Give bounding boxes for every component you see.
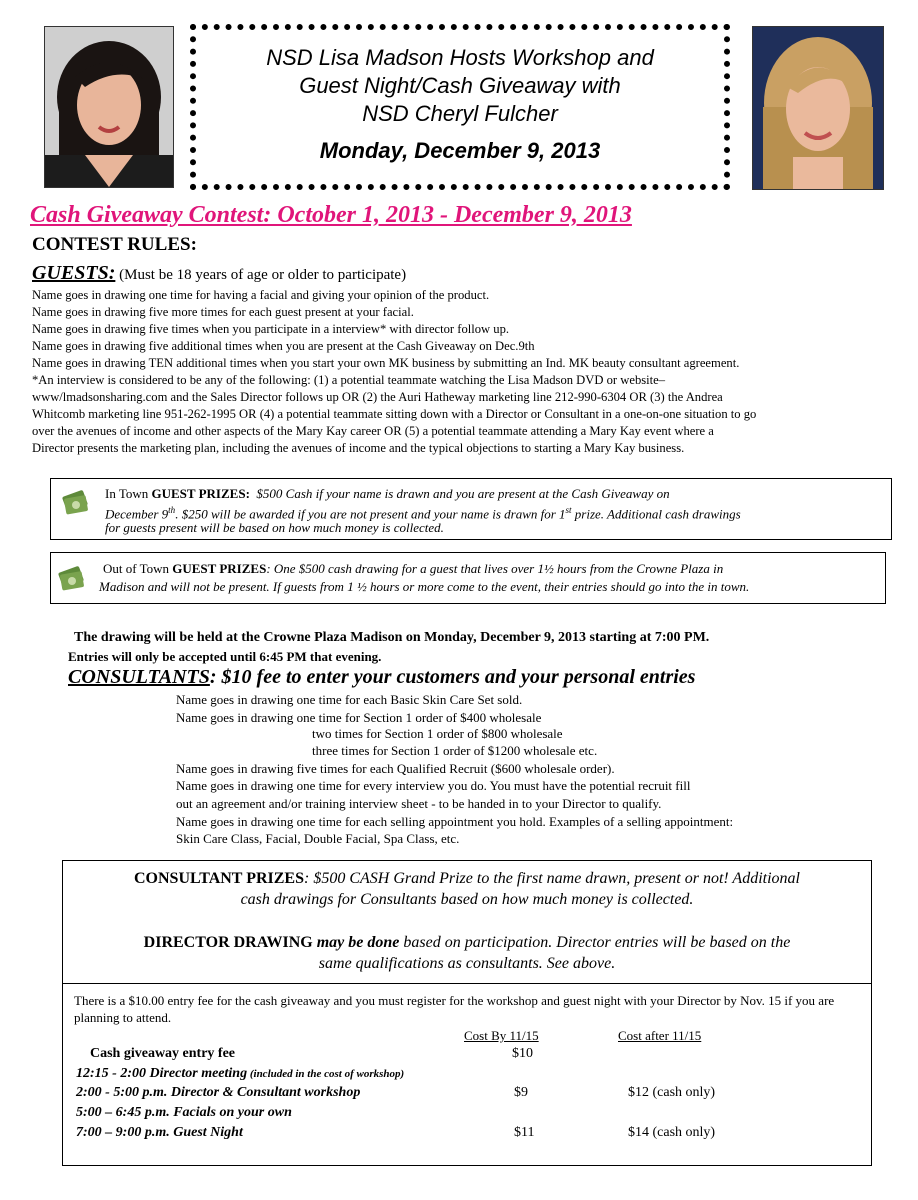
interview-definition: Director presents the marketing plan, including the avenues of income and the typical objections to starting a Mary Kay business. [32, 441, 685, 455]
fee-intro: There is a $10.00 entry fee for the cash giveaway and you must register for the workshop and guest night with your Director by Nov. 15 if you are planning to attend. [74, 993, 835, 1025]
director-drawing-label: DIRECTOR DRAWING [143, 934, 313, 951]
guest-rule: Name goes in drawing five more times for each guest present at your facial. [32, 305, 414, 319]
schedule-item-director-meeting [76, 1066, 404, 1082]
consultant-prizes-label: CONSULTANT PRIZES [134, 870, 304, 887]
cost-by-header: Cost By 11/15 [464, 1028, 539, 1043]
consultant-rule: Name goes in drawing one time for every interview you do. You must have the potential recruit fill [176, 778, 691, 793]
in-town-line1: $500 Cash if your name is drawn and you are present at the Cash Giveaway on [256, 486, 670, 501]
contest-title: Cash Giveaway Contest: October 1, 2013 - December 9, 2013 [30, 202, 632, 228]
cost-after-header: Cost after 11/15 [618, 1028, 702, 1043]
guest-rule: Name goes in drawing one time for having a facial and giving your opinion of the product. [32, 288, 490, 302]
in-town-prize-box [50, 478, 892, 540]
consultant-rule: Name goes in drawing one time for each selling appointment you hold. Examples of a selling appointment: [176, 814, 734, 829]
director-meeting-label: 12:15 - 2:00 Director meeting [76, 1066, 248, 1081]
in-town-label: GUEST PRIZES: [151, 486, 250, 501]
cost-workshop-by: $9 [514, 1085, 528, 1100]
header-title-line3: NSD Cheryl Fulcher [362, 101, 558, 126]
drawing-info-line2: Entries will only be accepted until 6:45 PM that evening. [68, 649, 382, 664]
header-title-line2: Guest Night/Cash Giveaway with [299, 73, 621, 98]
in-town-line3: for guests present will be based on how much money is collected. [105, 520, 444, 535]
interview-definition: www/lmadsonsharing.com and the Sales Director follows up OR (2) the Auri Hatheway marketing line 212-990-6304 OR (3) the Andrea [32, 390, 723, 404]
guest-rule: Name goes in drawing TEN additional times when you start your own MK business by submitting an Ind. MK beauty consultant agreement. [32, 356, 740, 370]
consultant-rule: three times for Section 1 order of $1200 wholesale etc. [312, 743, 598, 758]
photo-lisa-madson [44, 26, 174, 188]
cost-workshop-after: $12 (cash only) [628, 1085, 716, 1100]
consultant-rule: Name goes in drawing one time for each Basic Skin Care Set sold. [176, 692, 523, 707]
schedule-item-facials: 5:00 – 6:45 p.m. Facials on your own [76, 1105, 292, 1120]
consultant-prizes-text2: cash drawings for Consultants based on how much money is collected. [240, 891, 694, 908]
consultant-rule: out an agreement and/or training interview sheet - to be handed in to your Director to qualify. [176, 796, 662, 811]
money-icon [57, 563, 85, 593]
header-title-line1: NSD Lisa Madson Hosts Workshop and [266, 45, 654, 70]
schedule-item-guest-night: 7:00 – 9:00 p.m. Guest Night [76, 1125, 243, 1140]
guests-label: GUESTS: [32, 262, 116, 284]
cost-guest-night-after: $14 (cash only) [628, 1125, 716, 1140]
out-town-line2: Madison and will not be present. If guests from 1 ½ hours or more come to the event, their entries should go into the in town. [99, 579, 750, 594]
cost-guest-night-by: $11 [514, 1125, 535, 1140]
consultant-rule: Name goes in drawing one time for Section 1 order of $400 wholesale [176, 710, 542, 725]
guests-age-note: (Must be 18 years of age or older to participate) [119, 267, 407, 283]
guests-heading [32, 262, 406, 285]
consultant-rule: Name goes in drawing five times for each Qualified Recruit ($600 wholesale order). [176, 761, 615, 776]
in-town-prefix: In Town [105, 486, 152, 501]
guest-rule: Name goes in drawing five additional times when you are present at the Cash Giveaway on Dec.9th [32, 339, 535, 353]
out-town-prefix: Out of Town [103, 561, 173, 576]
guest-rule: Name goes in drawing five times when you participate in a interview* with director follow up. [32, 322, 510, 336]
consultant-rule: Skin Care Class, Facial, Double Facial, Spa Class, etc. [176, 831, 460, 846]
money-icon [61, 487, 89, 517]
consultant-rule: two times for Section 1 order of $800 wholesale [312, 726, 563, 741]
consultants-heading-rest: : $10 fee to enter your customers and your personal entries [209, 666, 696, 688]
interview-definition: *An interview is considered to be any of the following: (1) a potential teammate watching the Lisa Madson DVD or website– [32, 373, 666, 387]
director-text2: same qualifications as consultants. See above. [318, 955, 616, 972]
consultant-prizes-text1: : $500 CASH Grand Prize to the first name drawn, present or not! Additional [303, 870, 800, 887]
cost-entry-fee: $10 [512, 1046, 533, 1061]
in-town-line2c: prize. Additional cash drawings [571, 506, 741, 522]
in-town-line2a: December 9 [105, 506, 169, 522]
in-town-sup-th: th [168, 505, 176, 515]
divider [62, 983, 872, 984]
consultants-heading [68, 666, 695, 689]
out-town-line1: : One $500 cash drawing for a guest that lives over 1½ hours from the Crowne Plaza in [266, 561, 724, 576]
interview-definition: over the avenues of income and other aspects of the Mary Kay career OR (5) a potential teammate attending a Mary Kay event where a [32, 424, 714, 438]
consultants-label: CONSULTANTS [68, 666, 210, 688]
director-may-be-done: may be done [312, 934, 400, 951]
photo-cheryl-fulcher [752, 26, 884, 190]
contest-rules-heading: CONTEST RULES: [32, 234, 197, 255]
interview-definition: Whitcomb marketing line 951-262-1995 OR (4) a potential teammate sitting down with a Director or Consultant in a one-on-one situation to go [32, 407, 757, 421]
director-meeting-note: (included in the cost of workshop) [247, 1068, 405, 1080]
schedule-item-entry-fee: Cash giveaway entry fee [90, 1046, 236, 1061]
out-town-label: GUEST PRIZES [172, 561, 267, 576]
in-town-sup-st: st [565, 505, 572, 515]
schedule-item-workshop: 2:00 - 5:00 p.m. Director & Consultant workshop [76, 1085, 361, 1100]
out-of-town-prize-box [50, 552, 886, 604]
header-box [190, 24, 730, 190]
header-date: Monday, December 9, 2013 [319, 138, 601, 163]
drawing-info-line1: The drawing will be held at the Crowne Plaza Madison on Monday, December 9, 2013 starting at 7:00 PM. [74, 630, 710, 645]
director-text1: based on participation. Director entries will be based on the [403, 934, 791, 951]
in-town-line2b: . $250 will be awarded if you are not present and your name is drawn for 1 [175, 506, 566, 522]
